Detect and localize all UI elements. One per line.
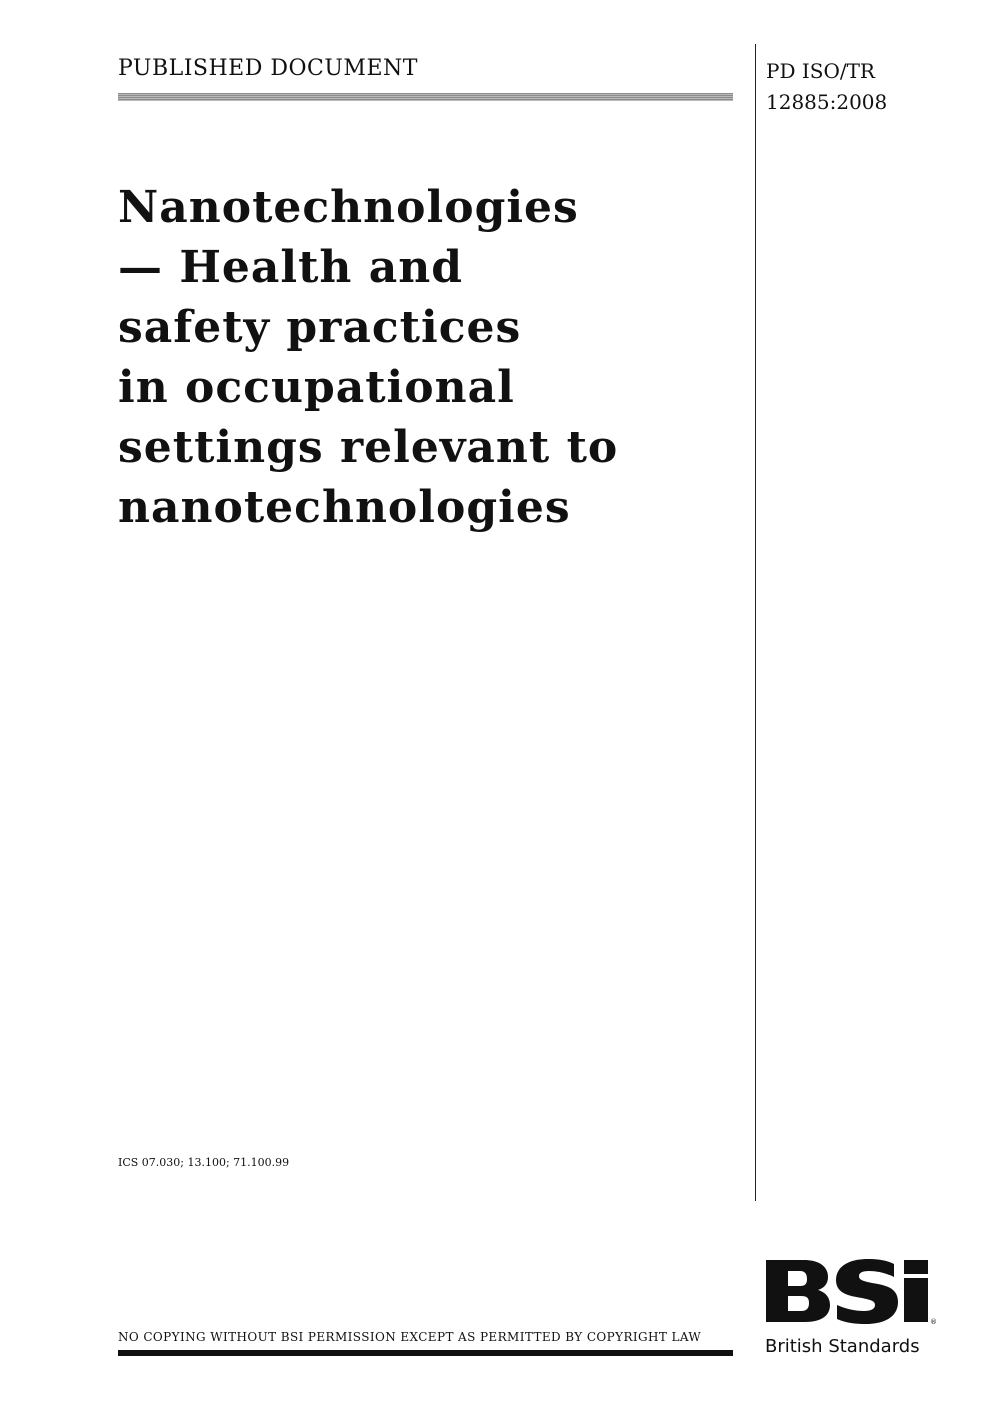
bsi-logo	[762, 1258, 937, 1324]
title-line: in occupational	[118, 362, 515, 413]
bsi-logo-i-dot	[904, 1260, 928, 1274]
bsi-logo-letter-b	[766, 1260, 830, 1322]
document-title	[118, 178, 738, 538]
bsi-registered-mark: ®	[930, 1318, 937, 1324]
header-rule	[118, 93, 733, 101]
document-number-line-2: 12885:2008	[766, 90, 888, 114]
side-divider	[755, 44, 756, 1201]
bsi-logo-letter-i	[904, 1278, 928, 1322]
ics-codes: ICS 07.030; 13.100; 71.100.99	[118, 1156, 290, 1169]
bsi-logo-letter-s	[836, 1259, 898, 1324]
title-line: — Health and	[118, 242, 464, 293]
bsi-tagline: British Standards	[765, 1336, 920, 1357]
title-line: safety practices	[118, 302, 522, 353]
document-type-label: PUBLISHED DOCUMENT	[118, 56, 418, 81]
document-number-line-1: PD ISO/TR	[766, 59, 875, 83]
title-line: nanotechnologies	[118, 482, 571, 533]
title-line: Nanotechnologies	[118, 182, 579, 233]
copyright-notice: NO COPYING WITHOUT BSI PERMISSION EXCEPT AS PERMITTED BY COPYRIGHT LAW	[118, 1330, 702, 1344]
footer-rule	[118, 1350, 733, 1356]
document-number	[766, 56, 887, 118]
title-line: settings relevant to	[118, 422, 619, 473]
